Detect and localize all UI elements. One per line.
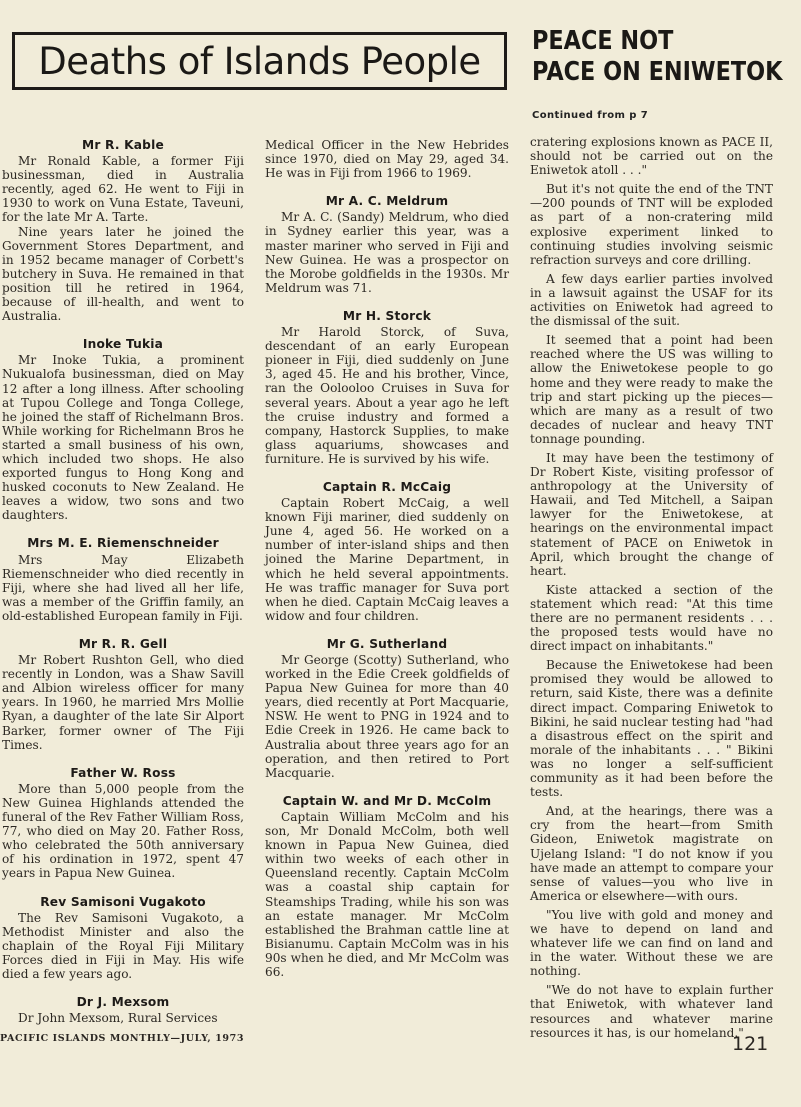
obituary bbox=[265, 194, 509, 295]
obituary bbox=[265, 637, 509, 780]
obituary-text: Captain Robert McCaig, a well known Fiji mariner, died suddenly on June 4, aged 56. He worked on a number of inter-island ships and then joined the Marine Department, in which he held several appointments. He was traffic manager for Suva port when he died. Captain McCaig leaves a widow and four children. bbox=[265, 496, 509, 623]
article-headline bbox=[532, 26, 783, 88]
page-number: 121 bbox=[732, 1033, 769, 1055]
article-paragraph: Because the Eniwetokese had been promised they would be allowed to return, said Kiste, there was a definite direct impact. Comparing Eniwetok to Bikini, he said nuclear testing had "had a disastrous effect on the spirit and morale of the inhabitants . . . " Bikini was no longer a self-sufficient community as it had been before the tests. bbox=[530, 658, 773, 800]
obituary-name: Captain W. and Mr D. McColm bbox=[282, 793, 492, 808]
obituary bbox=[265, 138, 509, 180]
section-title: Deaths of Islands People bbox=[38, 39, 481, 83]
obituaries-column-2 bbox=[265, 138, 509, 993]
obituary-text: Mr A. C. (Sandy) Meldrum, who died in Sydney earlier this year, was a master mariner who served in Fiji and New Guinea. He was a prospector on the Morobe goldfields in the 1930s. Mr Meldrum was 71. bbox=[265, 210, 509, 295]
article-paragraph: It may have been the testimony of Dr Robert Kiste, visiting professor of anthropology at the University of Hawaii, and Ted Mitchell, a Saipan lawyer for the Eniwetokese, at hearings on the environmental impact statement of PACE on Eniwetok in April, which brought the change of heart. bbox=[530, 450, 773, 578]
obituary-name: Dr J. Mexsom bbox=[76, 995, 170, 1010]
article-paragraph: "You live with gold and money and we have to depend on land and whatever life we can find on land and in the water. Without these we are nothing. bbox=[530, 907, 773, 979]
obituary-text: Captain William McColm and his son, Mr Donald McColm, both well known in Papua New Guinea, died within two weeks of each other in Queensland recently. Captain McColm was a coastal ship captain for Steamships Trading, while his son was an estate manager. Mr McColm established the Brahman cattle line at Bisianumu. Captain McColm was in his 90s when he died, and Mr McColm was 66. bbox=[265, 809, 509, 979]
article-paragraph: And, at the hearings, there was a cry from the heart—from Smith Gideon, Eniwetok magistrate on Ujelang Island: "I do not know if you have made an attempt to compare your sense of values—you who live in America or elsewhere—with ours. bbox=[530, 804, 773, 903]
obituary-text: Mr Robert Rushton Gell, who died recently in London, was a Shaw Savill and Albion wireless officer for many years. In 1960, he married Mrs Mollie Ryan, a daughter of the late Sir Alport Barker, former owner of The Fiji Times. bbox=[2, 653, 244, 752]
obituary-text: Mr Harold Storck, of Suva, descendant of an early European pioneer in Fiji, died suddenly on June 3, aged 45. He and his brother, Vince, ran the Oolooloo Cruises in Suva for several years. About a year ago he left the cruise industry and formed a company, Hastorck Supplies, to make glass aquariums, showcases and furniture. He is survived by his wife. bbox=[265, 325, 509, 466]
section-banner bbox=[12, 32, 507, 90]
article-paragraph: It seemed that a point had been reached where the US was willing to allow the Eniwetokese people to go home and they were ready to make the trip and start picking up the pieces—which are many as a result of two decades of nuclear and heavy TNT tonnage pounding. bbox=[530, 333, 773, 446]
obituary bbox=[265, 794, 509, 979]
obituary bbox=[2, 766, 244, 881]
obituary bbox=[2, 536, 244, 623]
obituary-text: Dr John Mexsom, Rural Services bbox=[18, 1011, 218, 1026]
obituaries-column-1 bbox=[2, 138, 244, 1039]
obituary bbox=[265, 309, 509, 466]
headline-line-2: PACE ON ENIWETOK bbox=[532, 57, 783, 87]
article-paragraph: cratering explosions known as PACE II, should not be carried out on the Eniwetok atoll . . ." bbox=[530, 135, 773, 178]
obituary-name: Mr R. Kable bbox=[82, 138, 164, 152]
article-paragraph: Kiste attacked a section of the statement which read: "At this time there are no permanent residents . . . the proposed tests would have no direct impact on inhabitants." bbox=[530, 582, 773, 654]
obituary bbox=[265, 480, 509, 623]
obituary-name: Mr H. Storck bbox=[342, 308, 432, 323]
obituary bbox=[2, 637, 244, 752]
obituary-text: Mr Inoke Tukia, a prominent Nukualofa businessman, died on May 12 after a long illness. After schooling at Tupou College and Tonga College, he joined the staff of Richelmann Bros. While working for Richelmann Bros he started a small business of his own, which included two shops. He also exported fungus to Hong Kong and husked coconuts to New Zealand. He leaves a widow, two sons and two daughters. bbox=[2, 353, 244, 523]
obituary bbox=[2, 138, 244, 323]
obituary bbox=[2, 995, 244, 1025]
obituary-name: Mr R. R. Gell bbox=[78, 637, 168, 651]
obituary bbox=[2, 895, 244, 982]
obituary bbox=[2, 337, 244, 522]
obituary-text: More than 5,000 people from the New Guinea Highlands attended the funeral of the Rev Father William Ross, 77, who died on May 20. Father Ross, who celebrated the 50th anniversary of his ordination in 1972, spent 47 years in Papua New Guinea. bbox=[2, 781, 244, 881]
obituary-name: Mrs M. E. Riemenschneider bbox=[27, 536, 219, 551]
obituary-name: Father W. Ross bbox=[70, 765, 176, 780]
obituary-name: Mr A. C. Meldrum bbox=[325, 194, 449, 209]
obituary-name: Captain R. McCaig bbox=[322, 479, 452, 494]
continued-note: Continued from p 7 bbox=[532, 110, 649, 121]
article-paragraph: "We do not have to explain further that Eniwetok, with whatever land resources and whatever marine resources it has, is our homeland." bbox=[530, 983, 773, 1040]
obituary-name: Rev Samisoni Vugakoto bbox=[40, 894, 206, 909]
obituary-text: Mrs May Elizabeth Riemenschneider who died recently in Fiji, where she had lived all her life, was a member of the Griffin family, an old-established European family in Fiji. bbox=[2, 552, 244, 623]
publication-footer: PACIFIC ISLANDS MONTHLY—JULY, 1973 bbox=[0, 1033, 245, 1044]
obituary-text: Mr George (Scotty) Sutherland, who worked in the Edie Creek goldfields of Papua New Guinea for more than 40 years, died recently at Port Macquarie, NSW. He went to PNG in 1924 and to Edie Creek in 1926. He came back to Australia about three years ago for an operation, and then retired to Port Macquarie. bbox=[265, 653, 509, 780]
article-paragraph: A few days earlier parties involved in a lawsuit against the USAF for its activities on Eniwetok had agreed to the dismissal of the suit. bbox=[530, 271, 773, 329]
headline-line-1: PEACE NOT bbox=[532, 26, 674, 56]
obituary-name: Inoke Tukia bbox=[82, 337, 164, 352]
article-paragraph: But it's not quite the end of the TNT—200 pounds of TNT will be exploded as part of a non-cratering mild explosive experiment linked to continuing studies involving seismic refraction surveys and core drilling. bbox=[530, 182, 773, 267]
obituary-text: Medical Officer in the New Hebrides since 1970, died on May 29, aged 34. He was in Fiji from 1966 to 1969. bbox=[265, 138, 509, 181]
obituary-text: Mr Ronald Kable, a former Fiji businessman, died in Australia recently, aged 62. He went to Fiji in 1930 to work on Vuna Estate, Taveuni, for the late Mr A. Tarte. bbox=[2, 154, 244, 225]
obituary-text: The Rev Samisoni Vugakoto, a Methodist Minister and also the chaplain of the Royal Fiji Military Forces died in Fiji in May. His wife died a few years ago. bbox=[2, 910, 244, 981]
obituary-text: Nine years later he joined the Government Stores Department, and in 1952 became manager of Corbett's butchery in Suva. He remained in that position till he retired in 1964, because of ill-health, and went to Australia. bbox=[2, 224, 244, 324]
article-column bbox=[530, 135, 773, 1045]
obituary-name: Mr G. Sutherland bbox=[326, 636, 448, 651]
